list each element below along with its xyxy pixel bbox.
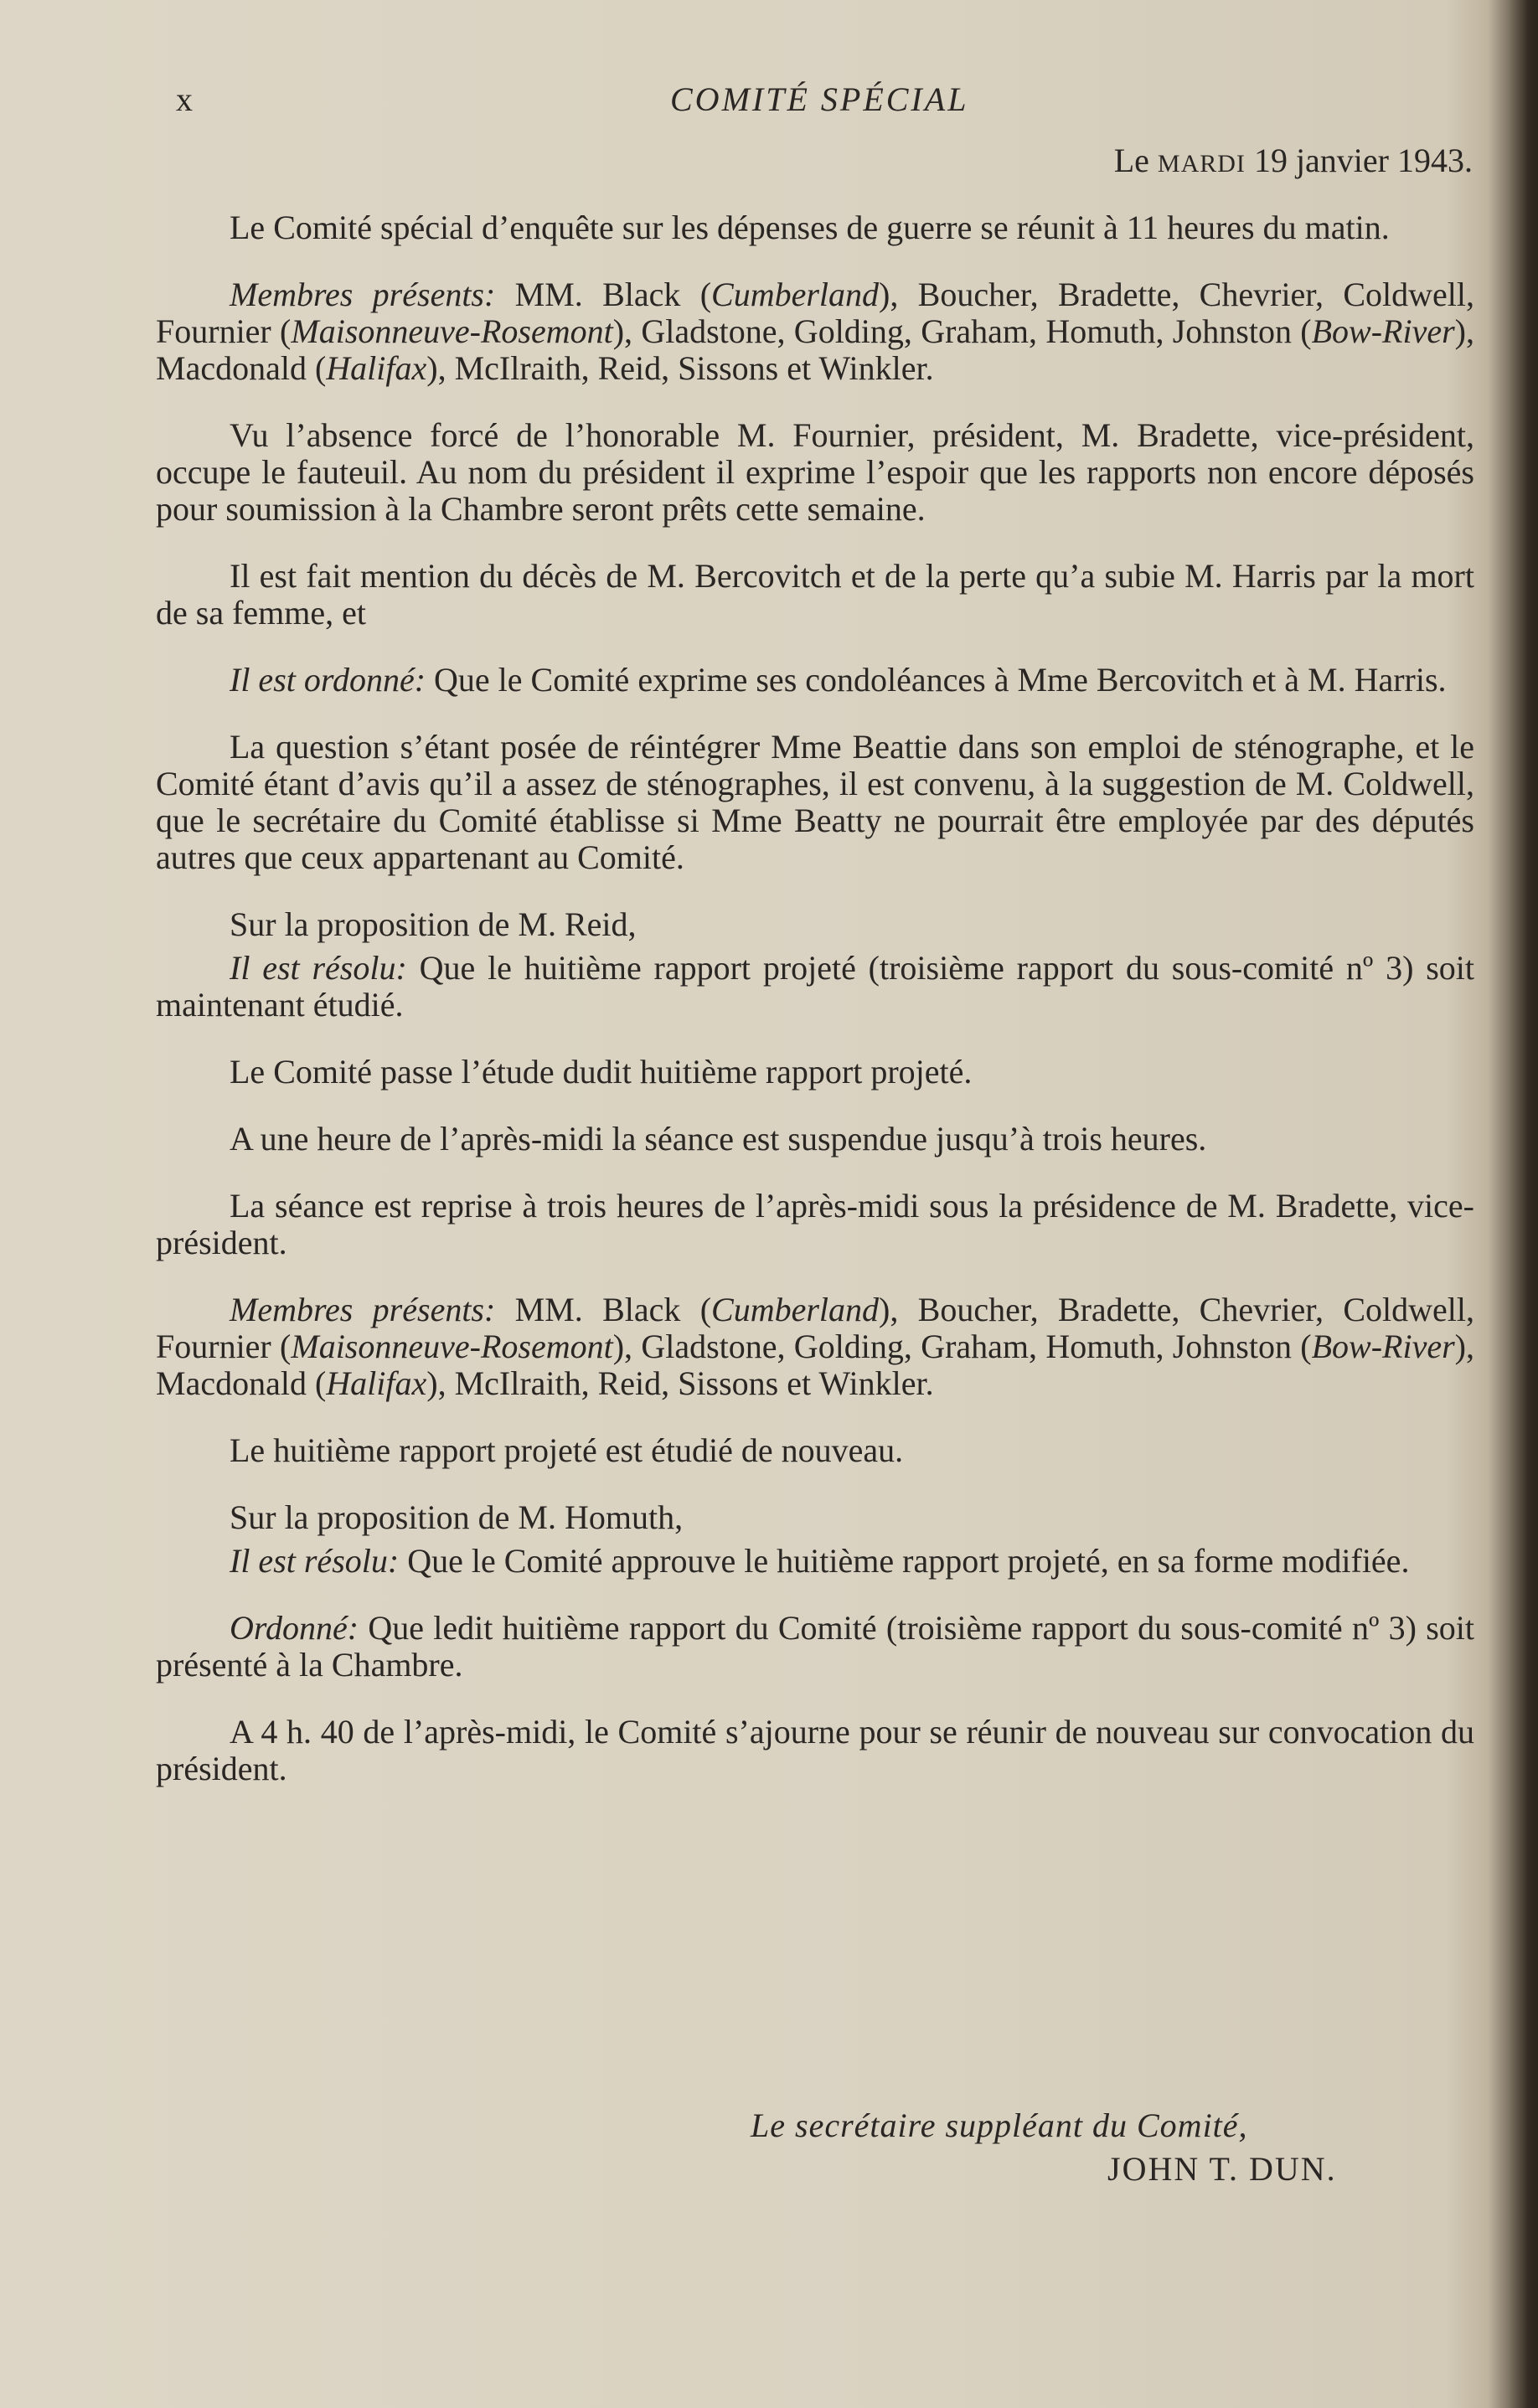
paragraph-adjournment: A 4 h. 40 de l’après-midi, le Comité s’ajourne pour se réunir de nouveau sur convocation du président. — [156, 1713, 1474, 1787]
dateline — [156, 142, 1474, 183]
paragraph-study: Le Comité passe l’étude dudit huitième rapport projeté. — [230, 1053, 973, 1091]
text-run: ), Gladstone, Golding, Graham, Homuth, Johnston ( — [612, 312, 1312, 350]
paragraph-absence: Vu l’absence forcé de l’honorable M. Fournier, président, M. Bradette, vice-président, occupe le fauteuil. Au nom du président il exprime l’espoir que les rapports non encore déposés pour soumission à la Chambre seront prêts cette semaine. — [156, 416, 1474, 528]
paragraph-ordered — [156, 1610, 1474, 1684]
label-members-present: Membres présents: — [230, 1291, 496, 1328]
text-run: ), Boucher, Bradette, Chevrier, Coldwell, Fournier ( — [156, 1291, 1474, 1365]
label-resolved: Il est résolu: — [230, 949, 407, 987]
label-members-present: Membres présents: — [230, 276, 496, 313]
text-run: MM. Black ( — [495, 276, 712, 313]
text-run: Que le huitième rapport projeté (troisième rapport du sous-comité nº 3) soit maintenant étudié. — [156, 949, 1475, 1024]
riding-name: Maisonneuve-Rosemont — [291, 1328, 613, 1365]
paragraph-resolved-2 — [156, 1543, 1474, 1580]
text-run: ), Macdonald ( — [156, 1328, 1474, 1402]
riding-name: Maisonneuve-Rosemont — [291, 312, 613, 350]
riding-name: Cumberland — [711, 1291, 880, 1328]
paragraph-motion-homuth: Sur la proposition de M. Homuth, — [230, 1498, 684, 1536]
label-resolved: Il est résolu: — [230, 1542, 400, 1580]
book-spine-shadow — [1488, 0, 1538, 2408]
paragraph-condolences — [156, 662, 1474, 699]
text-run: ), McIlraith, Reid, Sissons et Winkler. — [426, 1364, 934, 1402]
riding-name: Bow-River — [1311, 312, 1455, 350]
signature-name: JOHN T. DUN. — [1107, 2150, 1337, 2188]
paragraph-members-afternoon — [156, 1292, 1474, 1402]
paragraph-stenographer: La question s’étant posée de réintégrer Mme Beattie dans son emploi de sténographe, et le Comité étant d’avis qu’il a assez de sténographes, il est convenu, à la suggestion de M. Coldwell, que le secrétaire du Comité établisse si Mme Beatty ne pourrait être employée par des députés autres que ceux appartenant au Comité. — [156, 728, 1474, 876]
text-run: Que ledit huitième rapport du Comité (troisième rapport du sous-comité nº 3) soit présenté à la Chambre. — [156, 1609, 1474, 1684]
label-ordered: Il est ordonné: — [230, 661, 426, 699]
paragraph-deaths: Il est fait mention du décès de M. Bercovitch et de la perte qu’a subie M. Harris par la mort de sa femme, et — [156, 557, 1474, 632]
text-run: ), Macdonald ( — [156, 312, 1474, 387]
paragraph-restudy: Le huitième rapport projeté est étudié de nouveau. — [230, 1431, 904, 1469]
paragraph-resumption: La séance est reprise à trois heures de l’après-midi sous la présidence de M. Bradette, vice-président. — [156, 1187, 1474, 1261]
text-run: ), McIlraith, Reid, Sissons et Winkler. — [426, 349, 934, 387]
running-head: COMITÉ SPÉCIAL — [670, 80, 969, 118]
text-run: Que le Comité exprime ses condoléances à Mme Bercovitch et à M. Harris. — [426, 661, 1447, 699]
signature-title: Le secrétaire suppléant du Comité, — [751, 2106, 1248, 2144]
riding-name: Cumberland — [711, 276, 880, 313]
dateline-day: MARDI — [1157, 150, 1246, 178]
paragraph-resolved-1 — [156, 950, 1474, 1024]
text-run: ), Gladstone, Golding, Graham, Homuth, Johnston ( — [612, 1328, 1312, 1365]
paragraph-motion-reid: Sur la proposition de M. Reid, — [230, 905, 637, 943]
label-ordered: Ordonné: — [230, 1609, 359, 1647]
text-run: Que le Comité approuve le huitième rapport projeté, en sa forme modifiée. — [399, 1542, 1410, 1580]
text-run: ), Boucher, Bradette, Chevrier, Coldwell, Fournier ( — [156, 276, 1474, 350]
paragraph-opening: Le Comité spécial d’enquête sur les dépenses de guerre se réunit à 11 heures du matin. — [230, 209, 1390, 246]
page-number: x — [176, 80, 194, 118]
riding-name: Halifax — [326, 1364, 427, 1402]
paragraph-members-morning — [156, 276, 1474, 387]
page-header — [176, 80, 1474, 121]
dateline-date: 19 janvier 1943. — [1245, 142, 1473, 179]
riding-name: Halifax — [326, 349, 427, 387]
riding-name: Bow-River — [1311, 1328, 1455, 1365]
text-run: MM. Black ( — [495, 1291, 712, 1328]
dateline-prefix: Le — [1113, 142, 1158, 179]
body-text — [156, 142, 1474, 1818]
signature-block — [156, 2104, 1474, 2191]
paragraph-suspension: A une heure de l’après-midi la séance est suspendue jusqu’à trois heures. — [230, 1120, 1207, 1158]
